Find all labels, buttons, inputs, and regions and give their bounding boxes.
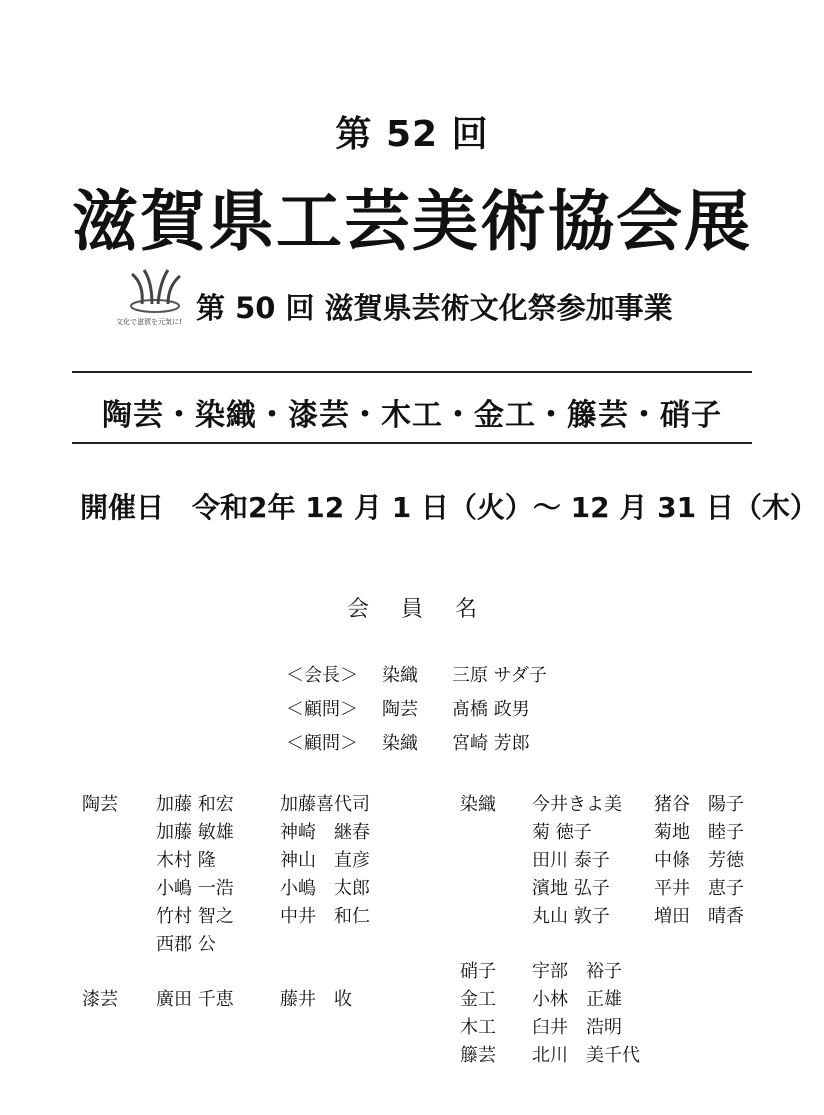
genre-label: 染織 (460, 794, 496, 815)
member-name: 臼井 浩明 (532, 1017, 622, 1038)
officer-genre: 染織 (382, 733, 418, 754)
officer-name: 髙橋 政男 (452, 699, 530, 720)
officer-genre: 染織 (382, 665, 418, 686)
member-name: 平井 恵子 (654, 878, 744, 899)
genre-label: 籐芸 (460, 1045, 496, 1066)
member-name: 猪谷 陽子 (654, 794, 744, 815)
member-name: 竹村 智之 (156, 906, 234, 927)
member-name: 宇部 裕子 (532, 961, 622, 982)
member-name: 木村 隆 (156, 850, 216, 871)
genre-label: 金工 (460, 989, 496, 1010)
bottom-divider (72, 442, 752, 444)
member-name: 田川 泰子 (532, 850, 610, 871)
member-name: 丸山 敦子 (532, 906, 610, 927)
member-name: 加藤 和宏 (156, 794, 234, 815)
member-name: 菊地 睦子 (654, 822, 744, 843)
member-name: 小嶋 一浩 (156, 878, 234, 899)
member-name: 北川 美千代 (532, 1045, 640, 1066)
crafts-list: 陶芸・染織・漆芸・木工・金工・籐芸・硝子 (102, 398, 722, 433)
genre-label: 木工 (460, 1017, 496, 1038)
member-name: 藤井 收 (280, 989, 352, 1010)
edition-label: 第 52 回 (335, 114, 489, 155)
member-name: 小嶋 太郎 (280, 878, 370, 899)
genre-label: 陶芸 (82, 794, 118, 815)
member-name: 中井 和仁 (280, 906, 370, 927)
officer-role: ＜会長＞ (286, 665, 358, 686)
members-heading: 会員名 (346, 597, 509, 622)
member-name: 小林 正雄 (532, 989, 622, 1010)
member-name: 廣田 千恵 (156, 989, 234, 1010)
member-name: 増田 晴香 (654, 906, 744, 927)
sub-title: 第 50 回 滋賀県芸術文化祭参加事業 (196, 291, 673, 325)
officer-genre: 陶芸 (382, 699, 418, 720)
top-divider (72, 371, 752, 373)
member-name: 菊 徳子 (532, 822, 592, 843)
genre-label: 漆芸 (82, 989, 118, 1010)
member-name: 濱地 弘子 (532, 878, 610, 899)
member-name: 中條 芳徳 (654, 850, 744, 871)
event-dates: 開催日 令和2年 12 月 1 日（火）～ 12 月 31 日（木） (80, 491, 818, 524)
logo-caption: 文化で滋賀を元気に! (116, 318, 182, 326)
officer-name: 三原 サダ子 (452, 665, 547, 686)
member-name: 加藤喜代司 (280, 794, 370, 815)
genre-label: 硝子 (460, 961, 496, 982)
member-name: 神崎 継春 (280, 822, 370, 843)
member-name: 今井きよ美 (532, 794, 622, 815)
member-name: 西郡 公 (156, 934, 216, 955)
member-name: 加藤 敏雄 (156, 822, 234, 843)
officer-role: ＜顧問＞ (286, 733, 358, 754)
officer-name: 宮崎 芳郎 (452, 733, 530, 754)
member-name: 神山 直彦 (280, 850, 370, 871)
officer-role: ＜顧問＞ (286, 699, 358, 720)
exhibition-title: 滋賀県工芸美術協会展 (72, 183, 752, 260)
